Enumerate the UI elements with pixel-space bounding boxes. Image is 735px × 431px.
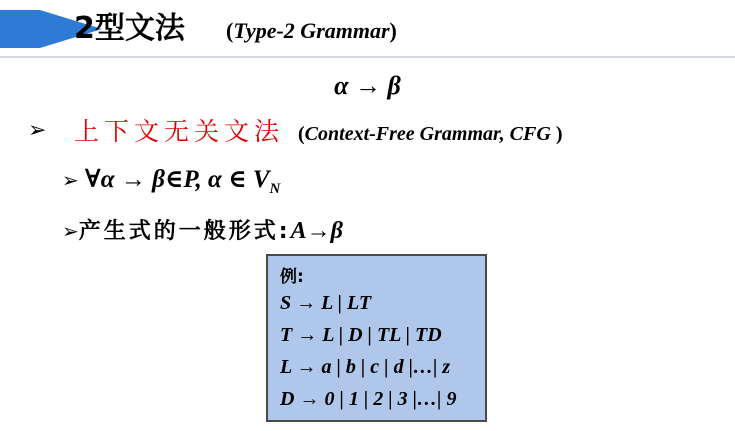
title-divider <box>0 56 735 58</box>
example-rule: L → a | b | c | d |…| z <box>280 356 451 378</box>
bullet-production-condition <box>62 164 280 198</box>
bullet-arrow-icon: ➢ <box>62 219 79 243</box>
general-form-formula: A→β <box>290 218 343 244</box>
bullet-arrow-icon: ➢ <box>62 168 79 192</box>
slide-subtitle: (Type-2 Grammar) <box>226 18 397 43</box>
example-box <box>266 254 487 422</box>
title-bar <box>0 8 735 50</box>
cfg-chinese-label: 上下文无关文法 <box>74 117 285 146</box>
example-label: 例: <box>280 267 304 287</box>
title-arrow-icon <box>0 10 40 48</box>
cfg-english-label: (Context-Free Grammar, CFG ) <box>298 123 563 145</box>
example-rule: T → L | D | TL | TD <box>280 324 442 346</box>
general-form-label: 产生式的一般形式: <box>78 219 291 244</box>
bullet-arrow-icon: ➢ <box>28 118 47 143</box>
example-rule: D → 0 | 1 | 2 | 3 |…| 9 <box>280 388 457 410</box>
production-condition-text: ∀α → β∈P, α ∈ $V_N$ <box>84 166 281 197</box>
example-rule: S → L | LT <box>280 292 372 314</box>
main-formula: α → β <box>334 71 401 100</box>
slide-title: 2型文法 <box>74 11 185 46</box>
bullet-general-form <box>62 214 343 248</box>
